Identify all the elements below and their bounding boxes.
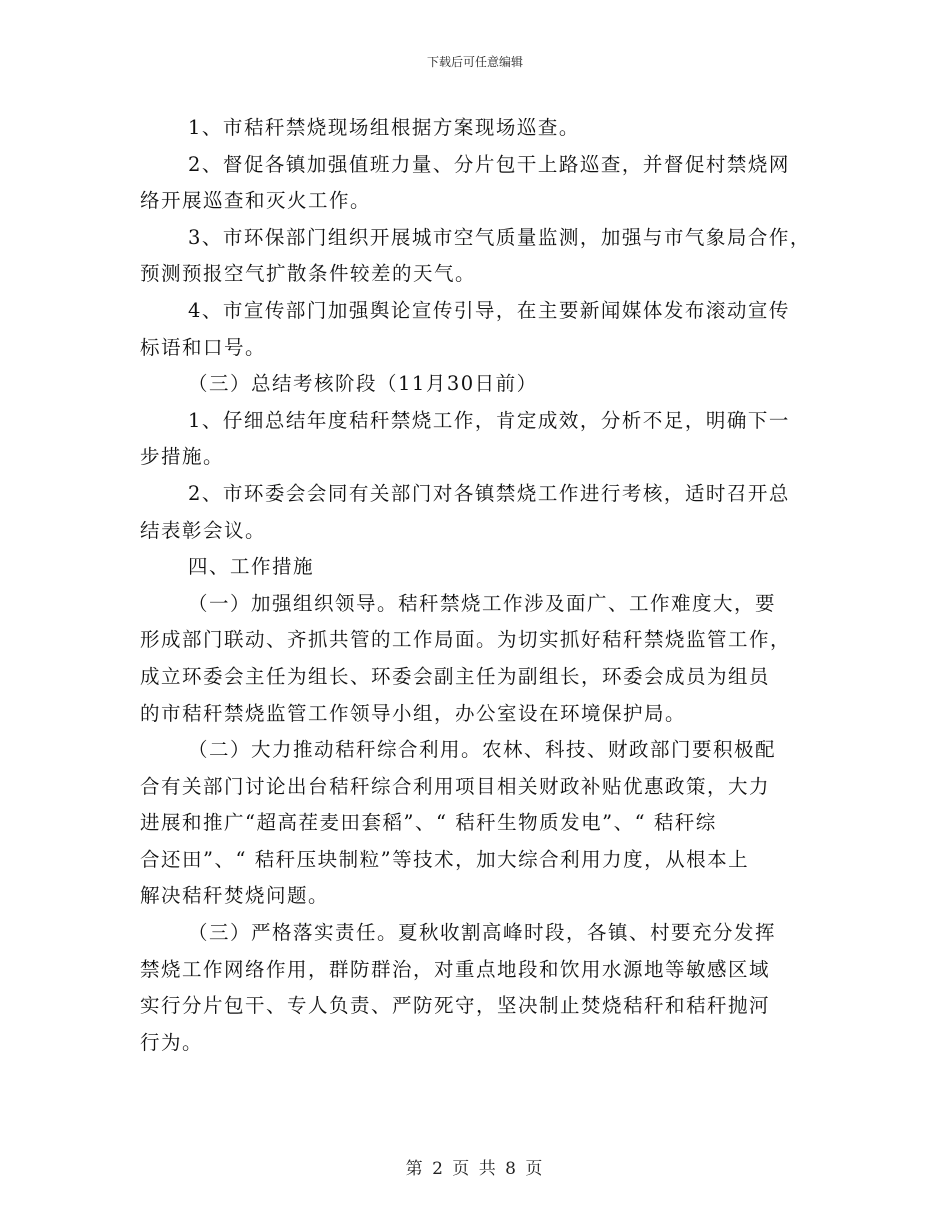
text-line: 合还田”、“ 秸秆压块制粒”等技术，加大综合利用力度，从根本上 [140, 847, 750, 871]
text-line: （二）大力推动秸秆综合利用。农林、科技、财政部门要积极配 [188, 738, 777, 762]
text-line: 合有关部门讨论出台秸秆综合利用项目相关财政补贴优惠政策，大力 [140, 774, 771, 798]
text-line: 形成部门联动、齐抓共管的工作局面。为切实抓好秸秆禁烧监管工作， [140, 628, 792, 652]
text-line: 络开展巡查和灭火工作。 [140, 189, 372, 213]
text-line: 的市秸秆禁烧监管工作领导小组，办公室设在环境保护局。 [140, 701, 687, 725]
text-line: 实行分片包干、专人负责、严防死守，坚决制止焚烧秸秆和秸秆抛河 [140, 994, 771, 1018]
text-line: 进展和推广“超高茬麦田套稻”、“ 秸秆生物质发电”、“ 秸秆综 [140, 811, 717, 835]
text-line: 预测预报空气扩散条件较差的天气。 [140, 262, 477, 286]
text-line: 禁烧工作网络作用，群防群治，对重点地段和饮用水源地等敏感区域 [140, 957, 771, 981]
text-line: 成立环委会主任为组长、环委会副主任为副组长，环委会成员为组员 [140, 664, 771, 688]
text-line: 2、市环委会会同有关部门对各镇禁烧工作进行考核，适时召开总 [188, 481, 790, 505]
document-body [140, 110, 830, 1061]
text-line: 四、工作措施 [188, 555, 315, 579]
text-line: 4、市宣传部门加强舆论宣传引导，在主要新闻媒体发布滚动宣传 [188, 298, 790, 322]
text-line: （三）总结考核阶段（11月30日前） [188, 372, 538, 396]
text-line: 行为。 [140, 1030, 204, 1054]
page-number: 第 2 页 共 8 页 [405, 1159, 545, 1179]
text-line: （三）严格落实责任。夏秋收割高峰时段，各镇、村要充分发挥 [188, 921, 777, 945]
text-line: 2、督促各镇加强值班力量、分片包干上路巡查，并督促村禁烧网 [188, 152, 790, 176]
text-line: 步措施。 [140, 445, 225, 469]
text-line: 3、市环保部门组织开展城市空气质量监测，加强与市气象局合作， [188, 225, 811, 249]
page-header: 下载后可任意编辑 [426, 55, 523, 69]
text-line: （一）加强组织领导。秸秆禁烧工作涉及面广、工作难度大，要 [188, 591, 777, 615]
text-line: 解决秸秆焚烧问题。 [140, 884, 330, 908]
text-line: 标语和口号。 [140, 335, 267, 359]
text-line: 1、市秸秆禁烧现场组根据方案现场巡查。 [188, 116, 580, 139]
text-line: 结表彰会议。 [140, 518, 267, 542]
text-line: 1、仔细总结年度秸秆禁烧工作，肯定成效，分析不足，明确下一 [188, 408, 790, 432]
